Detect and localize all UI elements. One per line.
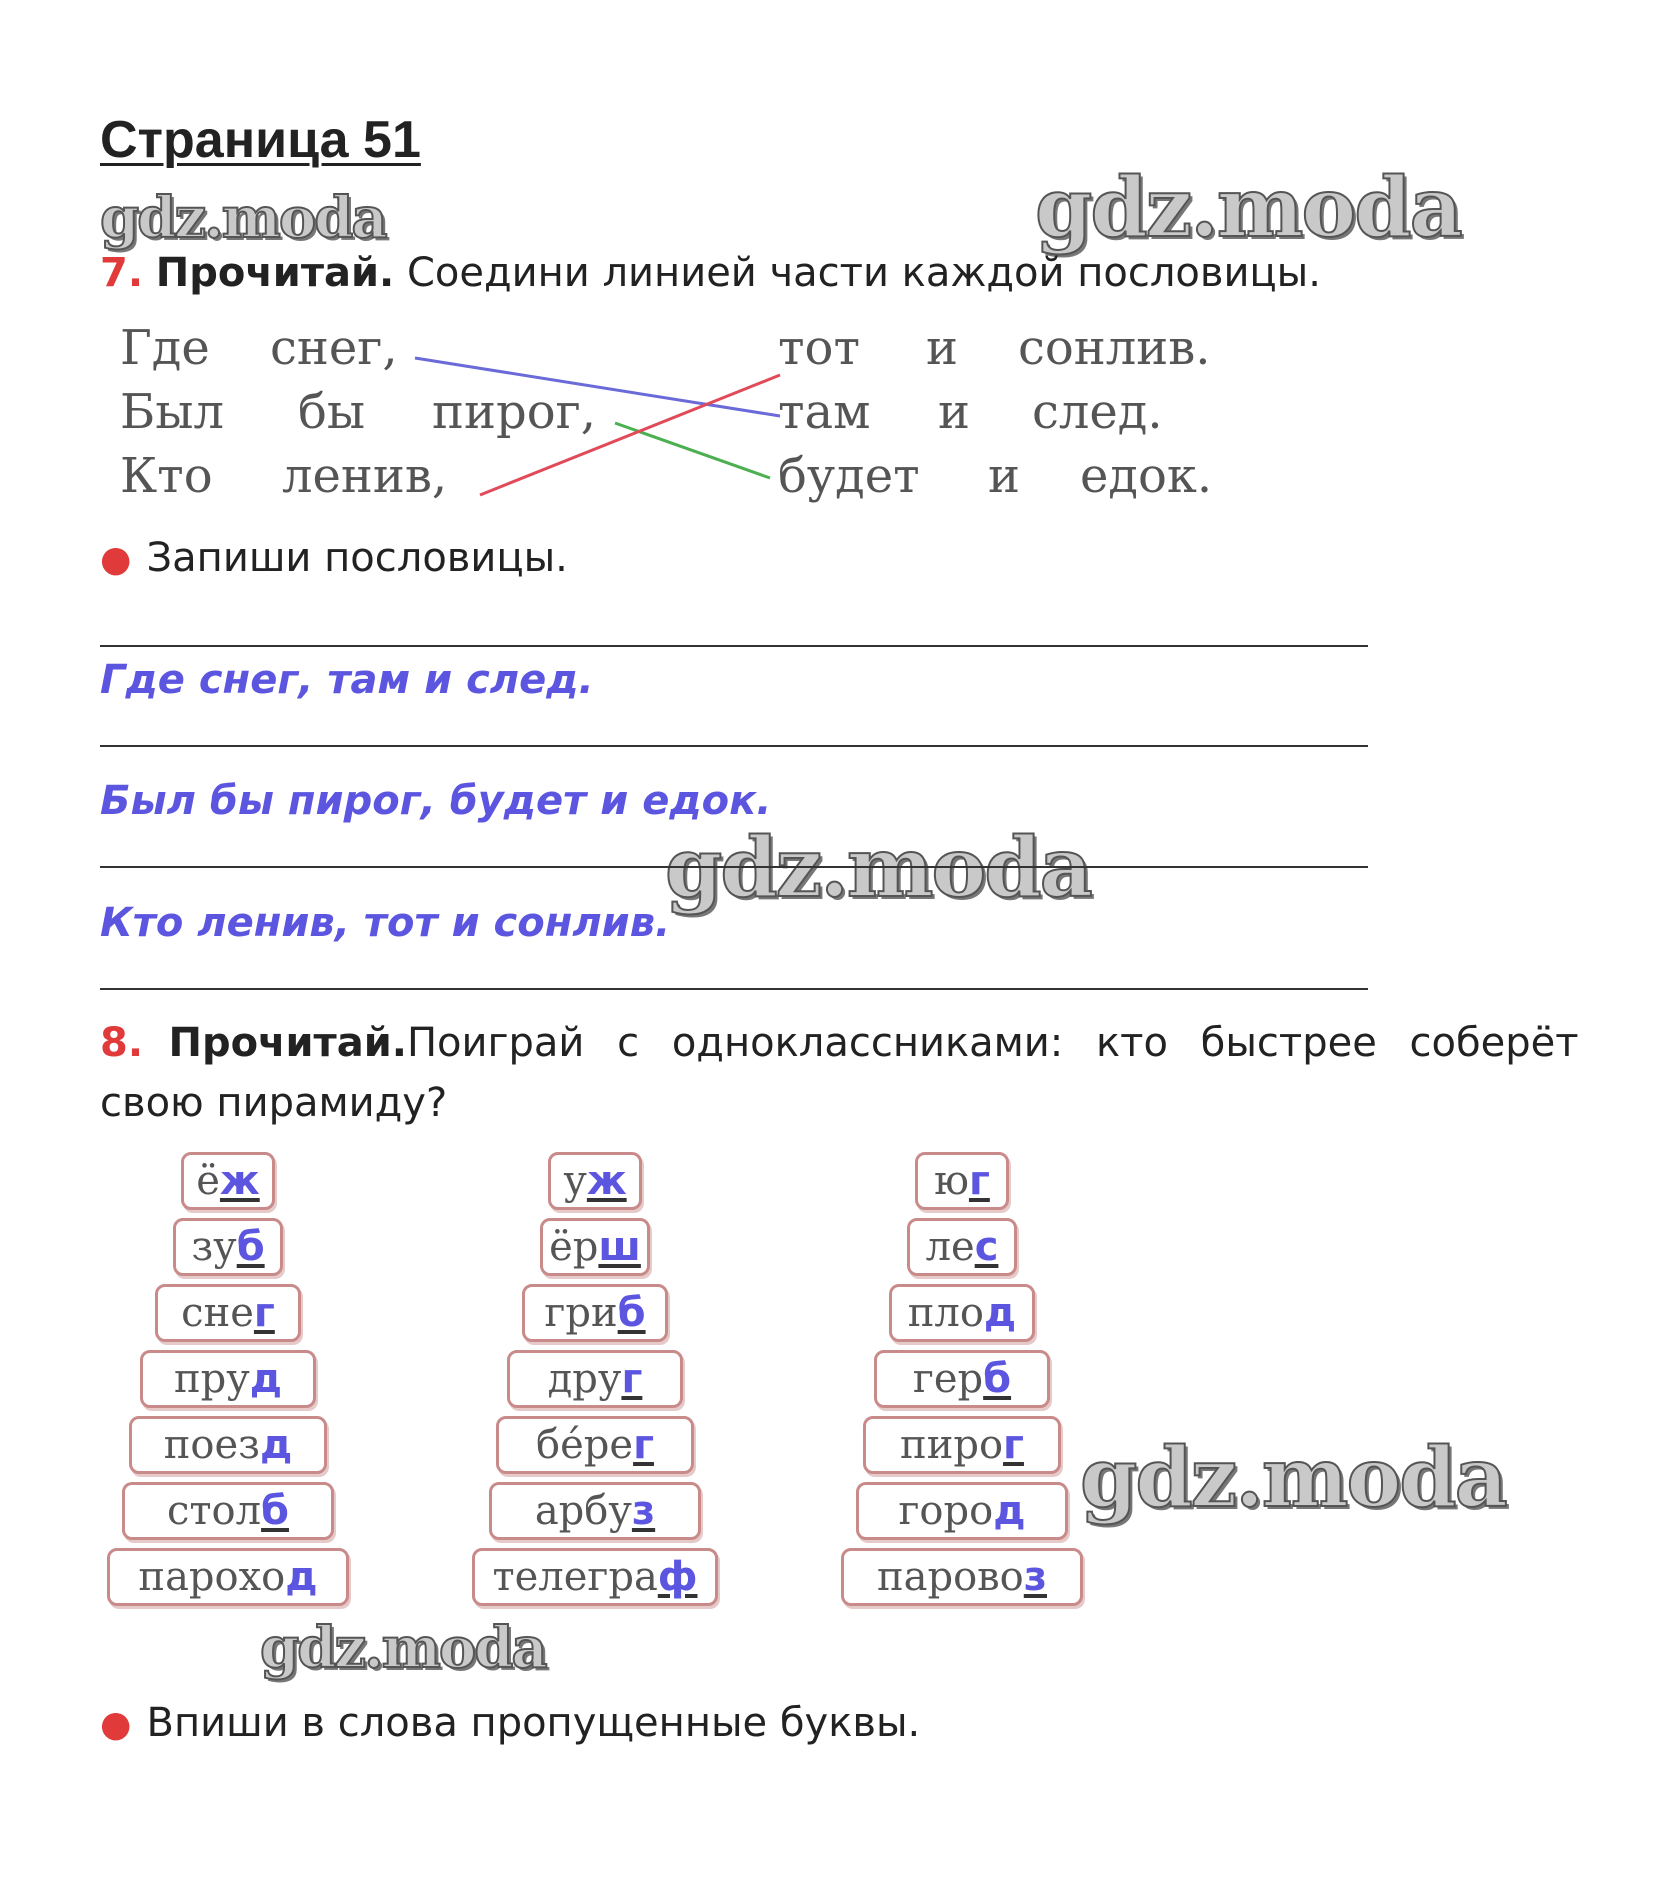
- word-stem: дру: [547, 1356, 622, 1402]
- answer-line-3: Кто ленив, тот и сонлив.: [100, 900, 671, 946]
- proverb-word: едок.: [1080, 448, 1213, 504]
- proverb-word: и: [926, 320, 958, 376]
- proverb-word: будет: [778, 448, 920, 504]
- task8-instruction-bold: Прочитай.: [168, 1020, 407, 1066]
- watermark-logo: gdz.moda: [665, 820, 1091, 916]
- pyramid-word: [173, 1218, 283, 1276]
- proverb-word: Был: [120, 384, 224, 440]
- missing-letter: д: [249, 1356, 283, 1402]
- task8-bullet-text: Впиши в слова пропущенные буквы.: [146, 1700, 921, 1746]
- proverb-word: бы: [298, 384, 366, 440]
- pyramid-word: [489, 1482, 701, 1540]
- watermark-logo: gdz.moda: [1080, 1430, 1506, 1526]
- watermark-logo: gdz.moda: [1035, 160, 1461, 256]
- proverb-word: Кто: [120, 448, 213, 504]
- watermark-logo: gdz.moda: [260, 1615, 546, 1681]
- word-stem: зу: [191, 1224, 237, 1270]
- word-stem: поез: [163, 1422, 260, 1468]
- missing-letter: з: [631, 1488, 656, 1534]
- answer-line-1: Где снег, там и след.: [100, 657, 594, 703]
- pyramid-word: [507, 1350, 683, 1408]
- word-stem: ле: [925, 1224, 975, 1270]
- missing-letter: г: [621, 1356, 643, 1402]
- missing-letter: д: [259, 1422, 293, 1468]
- page-title: Страница 51: [100, 111, 421, 169]
- task8-instruction-text: Поиграй с одноклассниками: кто быстрее соберёт: [406, 1020, 1579, 1066]
- word-stem: гер: [912, 1356, 984, 1402]
- missing-letter: б: [261, 1488, 289, 1534]
- missing-letter: ж: [219, 1158, 260, 1204]
- proverb-word: Где: [120, 320, 210, 376]
- bullet-icon: ●: [100, 1704, 132, 1745]
- missing-letter: с: [974, 1224, 999, 1270]
- word-stem: у: [563, 1158, 587, 1204]
- pyramid-word: [863, 1416, 1061, 1474]
- proverb-word: сонлив.: [1018, 320, 1211, 376]
- word-stem: гри: [544, 1290, 618, 1336]
- word-stem: ёр: [549, 1224, 599, 1270]
- proverb-word: и: [938, 384, 970, 440]
- word-stem: пру: [173, 1356, 250, 1402]
- missing-letter: г: [1003, 1422, 1024, 1468]
- missing-letter: д: [993, 1488, 1026, 1534]
- missing-letter: д: [285, 1554, 318, 1600]
- proverb-word: и: [988, 448, 1020, 504]
- missing-letter: ж: [586, 1158, 627, 1204]
- pyramid-word: [915, 1152, 1009, 1210]
- answer-line-2: Был бы пирог, будет и едок.: [100, 778, 772, 824]
- proverb-word: след.: [1032, 384, 1163, 440]
- pyramid-word: [140, 1350, 316, 1408]
- watermark-logo: gdz.moda: [100, 185, 386, 251]
- missing-letter: ш: [598, 1224, 641, 1270]
- pyramid-word: [181, 1152, 275, 1210]
- pyramid-word: [122, 1482, 334, 1540]
- pyramid-word: [874, 1350, 1050, 1408]
- proverb-word: тот: [778, 320, 861, 376]
- pyramid-word: [907, 1218, 1017, 1276]
- missing-letter: з: [1023, 1554, 1048, 1600]
- pyramid-word: [107, 1548, 349, 1606]
- missing-letter: г: [633, 1422, 654, 1468]
- pyramid-word: [522, 1284, 668, 1342]
- missing-letter: д: [983, 1290, 1017, 1336]
- missing-letter: б: [617, 1290, 646, 1336]
- task7-number: 7.: [100, 250, 144, 296]
- pyramid-word: [540, 1218, 650, 1276]
- task7-instruction-bold: Прочитай.: [155, 250, 395, 296]
- missing-letter: г: [253, 1290, 275, 1336]
- bullet-icon: ●: [100, 539, 132, 580]
- proverb-word: ленив,: [282, 448, 448, 504]
- pyramid-word: [548, 1152, 642, 1210]
- word-stem: сне: [181, 1290, 254, 1336]
- pyramid-word: [129, 1416, 327, 1474]
- proverb-word: там: [778, 384, 871, 440]
- word-stem: парово: [876, 1554, 1024, 1600]
- task8-bullet: [100, 1700, 920, 1746]
- missing-letter: б: [983, 1356, 1012, 1402]
- proverb-word: снег,: [270, 320, 398, 376]
- pyramid-word: [472, 1548, 718, 1606]
- task7-bullet-text: Запиши пословицы.: [146, 535, 568, 581]
- word-stem: ё: [196, 1158, 220, 1204]
- word-stem: ю: [934, 1158, 969, 1204]
- word-stem: горо: [898, 1488, 994, 1534]
- pyramid-word: [889, 1284, 1035, 1342]
- word-stem: телегра: [492, 1554, 658, 1600]
- word-stem: бе́ре: [536, 1422, 634, 1468]
- word-stem: пиро: [900, 1422, 1004, 1468]
- pyramid-word: [496, 1416, 694, 1474]
- pyramid-word: [841, 1548, 1083, 1606]
- missing-letter: г: [968, 1158, 990, 1204]
- missing-letter: ф: [657, 1554, 698, 1600]
- pyramid-word: [856, 1482, 1068, 1540]
- word-stem: парохо: [138, 1554, 286, 1600]
- word-stem: пло: [907, 1290, 984, 1336]
- proverb-word: пирог,: [432, 384, 597, 440]
- word-stem: арбу: [534, 1488, 632, 1534]
- task8-number: 8.: [100, 1020, 144, 1066]
- word-stem: стол: [167, 1488, 262, 1534]
- pyramid-word: [155, 1284, 301, 1342]
- task7-instruction-text: Соедини линией части каждой пословицы.: [406, 250, 1321, 296]
- missing-letter: б: [236, 1224, 265, 1270]
- task8-instruction-line2: свою пирамиду?: [100, 1080, 448, 1126]
